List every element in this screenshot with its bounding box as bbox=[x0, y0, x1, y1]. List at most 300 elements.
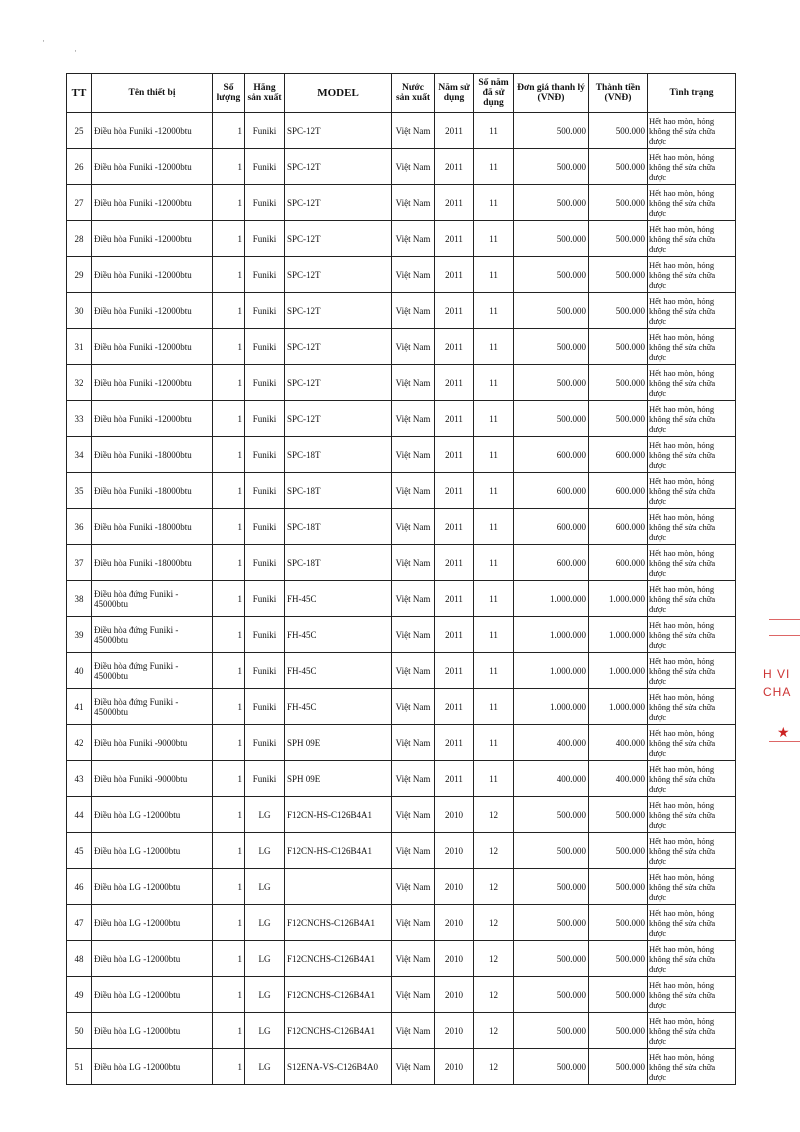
cell-manufacturer: Funiki bbox=[245, 725, 285, 761]
table-row bbox=[67, 185, 736, 221]
cell-years-used: 12 bbox=[474, 797, 514, 833]
cell-manufacturer: Funiki bbox=[245, 257, 285, 293]
table-row bbox=[67, 689, 736, 725]
cell-years-used: 11 bbox=[474, 293, 514, 329]
stamp-line bbox=[769, 619, 800, 620]
cell-amount: 1.000.000 bbox=[589, 581, 648, 617]
cell-unit-price: 600.000 bbox=[514, 509, 589, 545]
cell-quantity: 1 bbox=[213, 1049, 245, 1085]
table-row bbox=[67, 545, 736, 581]
cell-quantity: 1 bbox=[213, 833, 245, 869]
cell-device-name: Điều hòa Funiki -12000btu bbox=[92, 293, 213, 329]
cell-amount: 600.000 bbox=[589, 509, 648, 545]
table-row bbox=[67, 725, 736, 761]
cell-status: Hết hao mòn, hỏng không thể sửa chữa được bbox=[648, 185, 736, 221]
table-row bbox=[67, 365, 736, 401]
cell-device-name: Điều hòa LG -12000btu bbox=[92, 905, 213, 941]
cell-country: Việt Nam bbox=[392, 977, 435, 1013]
cell-quantity: 1 bbox=[213, 797, 245, 833]
cell-amount: 500.000 bbox=[589, 797, 648, 833]
cell-unit-price: 1.000.000 bbox=[514, 689, 589, 725]
cell-device-name: Điều hòa Funiki -12000btu bbox=[92, 257, 213, 293]
cell-country: Việt Nam bbox=[392, 473, 435, 509]
cell-manufacturer: LG bbox=[245, 1013, 285, 1049]
cell-quantity: 1 bbox=[213, 869, 245, 905]
cell-manufacturer: Funiki bbox=[245, 761, 285, 797]
cell-years-used: 11 bbox=[474, 545, 514, 581]
cell-year: 2011 bbox=[435, 617, 474, 653]
table-row bbox=[67, 329, 736, 365]
col-header-qty: Số lượng bbox=[213, 74, 245, 113]
cell-unit-price: 500.000 bbox=[514, 797, 589, 833]
cell-quantity: 1 bbox=[213, 221, 245, 257]
cell-tt: 34 bbox=[67, 437, 92, 473]
cell-year: 2011 bbox=[435, 509, 474, 545]
cell-status: Hết hao mòn, hỏng không thể sửa chữa được bbox=[648, 689, 736, 725]
cell-unit-price: 500.000 bbox=[514, 329, 589, 365]
cell-tt: 27 bbox=[67, 185, 92, 221]
cell-country: Việt Nam bbox=[392, 689, 435, 725]
cell-device-name: Điều hòa Funiki -9000btu bbox=[92, 725, 213, 761]
cell-year: 2011 bbox=[435, 689, 474, 725]
table-row bbox=[67, 401, 736, 437]
cell-amount: 1.000.000 bbox=[589, 689, 648, 725]
cell-device-name: Điều hòa Funiki -18000btu bbox=[92, 545, 213, 581]
table-body bbox=[67, 113, 736, 1085]
cell-unit-price: 500.000 bbox=[514, 941, 589, 977]
table-row bbox=[67, 1013, 736, 1049]
cell-year: 2010 bbox=[435, 941, 474, 977]
cell-device-name: Điều hòa LG -12000btu bbox=[92, 1049, 213, 1085]
cell-amount: 500.000 bbox=[589, 977, 648, 1013]
cell-tt: 33 bbox=[67, 401, 92, 437]
cell-model: SPC-12T bbox=[285, 329, 392, 365]
cell-model: SPC-12T bbox=[285, 149, 392, 185]
table-row bbox=[67, 905, 736, 941]
cell-model: SPC-12T bbox=[285, 365, 392, 401]
cell-country: Việt Nam bbox=[392, 509, 435, 545]
cell-amount: 1.000.000 bbox=[589, 653, 648, 689]
cell-country: Việt Nam bbox=[392, 257, 435, 293]
cell-device-name: Điều hòa Funiki -12000btu bbox=[92, 329, 213, 365]
cell-manufacturer: Funiki bbox=[245, 581, 285, 617]
cell-country: Việt Nam bbox=[392, 941, 435, 977]
cell-years-used: 11 bbox=[474, 473, 514, 509]
cell-country: Việt Nam bbox=[392, 1049, 435, 1085]
cell-years-used: 12 bbox=[474, 977, 514, 1013]
cell-tt: 51 bbox=[67, 1049, 92, 1085]
cell-device-name: Điều hòa LG -12000btu bbox=[92, 833, 213, 869]
cell-year: 2011 bbox=[435, 365, 474, 401]
cell-quantity: 1 bbox=[213, 149, 245, 185]
cell-years-used: 12 bbox=[474, 941, 514, 977]
cell-status: Hết hao mòn, hỏng không thể sửa chữa được bbox=[648, 617, 736, 653]
col-header-unit-price: Đơn giá thanh lý (VNĐ) bbox=[514, 74, 589, 113]
cell-tt: 32 bbox=[67, 365, 92, 401]
col-header-years-used: Số năm đã sử dụng bbox=[474, 74, 514, 113]
cell-year: 2011 bbox=[435, 761, 474, 797]
cell-tt: 35 bbox=[67, 473, 92, 509]
cell-country: Việt Nam bbox=[392, 149, 435, 185]
cell-country: Việt Nam bbox=[392, 365, 435, 401]
cell-manufacturer: Funiki bbox=[245, 653, 285, 689]
table-header-row bbox=[67, 74, 736, 113]
cell-year: 2011 bbox=[435, 257, 474, 293]
cell-unit-price: 400.000 bbox=[514, 725, 589, 761]
cell-quantity: 1 bbox=[213, 185, 245, 221]
cell-years-used: 11 bbox=[474, 617, 514, 653]
cell-tt: 42 bbox=[67, 725, 92, 761]
cell-unit-price: 600.000 bbox=[514, 545, 589, 581]
cell-manufacturer: Funiki bbox=[245, 509, 285, 545]
cell-model bbox=[285, 869, 392, 905]
col-header-status: Tình trạng bbox=[648, 74, 736, 113]
cell-country: Việt Nam bbox=[392, 329, 435, 365]
cell-country: Việt Nam bbox=[392, 869, 435, 905]
cell-status: Hết hao mòn, hỏng không thể sửa chữa được bbox=[648, 653, 736, 689]
cell-device-name: Điều hòa Funiki -12000btu bbox=[92, 113, 213, 149]
cell-model: F12CNCHS-C126B4A1 bbox=[285, 1013, 392, 1049]
col-header-maker: Hãng sản xuất bbox=[245, 74, 285, 113]
cell-model: SPC-12T bbox=[285, 185, 392, 221]
cell-model: F12CN-HS-C126B4A1 bbox=[285, 797, 392, 833]
cell-manufacturer: LG bbox=[245, 941, 285, 977]
cell-tt: 47 bbox=[67, 905, 92, 941]
cell-status: Hết hao mòn, hỏng không thể sửa chữa được bbox=[648, 869, 736, 905]
cell-unit-price: 600.000 bbox=[514, 437, 589, 473]
cell-status: Hết hao mòn, hỏng không thể sửa chữa được bbox=[648, 725, 736, 761]
cell-unit-price: 1.000.000 bbox=[514, 653, 589, 689]
cell-tt: 39 bbox=[67, 617, 92, 653]
cell-year: 2011 bbox=[435, 113, 474, 149]
cell-years-used: 11 bbox=[474, 365, 514, 401]
stamp-line bbox=[769, 635, 800, 636]
cell-status: Hết hao mòn, hỏng không thể sửa chữa được bbox=[648, 437, 736, 473]
stamp-line bbox=[769, 741, 800, 742]
cell-years-used: 11 bbox=[474, 761, 514, 797]
cell-quantity: 1 bbox=[213, 977, 245, 1013]
cell-device-name: Điều hòa Funiki -12000btu bbox=[92, 149, 213, 185]
cell-amount: 400.000 bbox=[589, 761, 648, 797]
cell-years-used: 12 bbox=[474, 869, 514, 905]
cell-device-name: Điều hòa LG -12000btu bbox=[92, 977, 213, 1013]
cell-unit-price: 500.000 bbox=[514, 905, 589, 941]
table-row bbox=[67, 437, 736, 473]
table-row bbox=[67, 1049, 736, 1085]
col-header-model: MODEL bbox=[285, 74, 392, 113]
stamp-star-icon: ★ bbox=[777, 726, 790, 741]
cell-year: 2010 bbox=[435, 869, 474, 905]
cell-quantity: 1 bbox=[213, 113, 245, 149]
cell-quantity: 1 bbox=[213, 437, 245, 473]
cell-tt: 37 bbox=[67, 545, 92, 581]
cell-year: 2010 bbox=[435, 905, 474, 941]
cell-model: SPC-12T bbox=[285, 221, 392, 257]
cell-amount: 500.000 bbox=[589, 365, 648, 401]
cell-tt: 29 bbox=[67, 257, 92, 293]
cell-quantity: 1 bbox=[213, 509, 245, 545]
cell-quantity: 1 bbox=[213, 401, 245, 437]
stamp-text: CHA bbox=[763, 685, 792, 699]
cell-quantity: 1 bbox=[213, 581, 245, 617]
table-row bbox=[67, 113, 736, 149]
cell-country: Việt Nam bbox=[392, 905, 435, 941]
cell-amount: 500.000 bbox=[589, 185, 648, 221]
cell-country: Việt Nam bbox=[392, 221, 435, 257]
cell-status: Hết hao mòn, hỏng không thể sửa chữa được bbox=[648, 113, 736, 149]
cell-year: 2011 bbox=[435, 221, 474, 257]
cell-country: Việt Nam bbox=[392, 725, 435, 761]
cell-years-used: 11 bbox=[474, 257, 514, 293]
cell-manufacturer: Funiki bbox=[245, 185, 285, 221]
cell-amount: 500.000 bbox=[589, 1049, 648, 1085]
cell-amount: 500.000 bbox=[589, 329, 648, 365]
cell-quantity: 1 bbox=[213, 617, 245, 653]
cell-manufacturer: LG bbox=[245, 905, 285, 941]
cell-manufacturer: Funiki bbox=[245, 365, 285, 401]
cell-tt: 31 bbox=[67, 329, 92, 365]
cell-amount: 600.000 bbox=[589, 473, 648, 509]
cell-tt: 38 bbox=[67, 581, 92, 617]
table-row bbox=[67, 293, 736, 329]
cell-year: 2011 bbox=[435, 329, 474, 365]
cell-tt: 36 bbox=[67, 509, 92, 545]
cell-quantity: 1 bbox=[213, 689, 245, 725]
cell-model: FH-45C bbox=[285, 617, 392, 653]
cell-years-used: 12 bbox=[474, 905, 514, 941]
cell-status: Hết hao mòn, hỏng không thể sửa chữa được bbox=[648, 401, 736, 437]
cell-years-used: 11 bbox=[474, 653, 514, 689]
cell-tt: 49 bbox=[67, 977, 92, 1013]
cell-quantity: 1 bbox=[213, 761, 245, 797]
cell-model: F12CNCHS-C126B4A1 bbox=[285, 977, 392, 1013]
cell-amount: 500.000 bbox=[589, 941, 648, 977]
cell-status: Hết hao mòn, hỏng không thể sửa chữa được bbox=[648, 905, 736, 941]
cell-manufacturer: Funiki bbox=[245, 401, 285, 437]
cell-country: Việt Nam bbox=[392, 401, 435, 437]
cell-device-name: Điều hòa Funiki -12000btu bbox=[92, 221, 213, 257]
cell-unit-price: 500.000 bbox=[514, 401, 589, 437]
table-row bbox=[67, 149, 736, 185]
cell-device-name: Điều hòa đứng Funiki - 45000btu bbox=[92, 689, 213, 725]
cell-manufacturer: Funiki bbox=[245, 437, 285, 473]
cell-amount: 500.000 bbox=[589, 113, 648, 149]
cell-unit-price: 500.000 bbox=[514, 293, 589, 329]
cell-device-name: Điều hòa LG -12000btu bbox=[92, 941, 213, 977]
cell-unit-price: 500.000 bbox=[514, 113, 589, 149]
cell-manufacturer: LG bbox=[245, 833, 285, 869]
cell-tt: 44 bbox=[67, 797, 92, 833]
table-row bbox=[67, 977, 736, 1013]
cell-unit-price: 500.000 bbox=[514, 221, 589, 257]
cell-quantity: 1 bbox=[213, 653, 245, 689]
cell-model: SPC-18T bbox=[285, 437, 392, 473]
cell-amount: 500.000 bbox=[589, 257, 648, 293]
cell-tt: 41 bbox=[67, 689, 92, 725]
cell-unit-price: 1.000.000 bbox=[514, 581, 589, 617]
table-row bbox=[67, 833, 736, 869]
table-row bbox=[67, 797, 736, 833]
cell-year: 2011 bbox=[435, 653, 474, 689]
cell-status: Hết hao mòn, hỏng không thể sửa chữa được bbox=[648, 581, 736, 617]
table-row bbox=[67, 869, 736, 905]
cell-years-used: 11 bbox=[474, 149, 514, 185]
cell-status: Hết hao mòn, hỏng không thể sửa chữa được bbox=[648, 149, 736, 185]
cell-tt: 48 bbox=[67, 941, 92, 977]
cell-manufacturer: Funiki bbox=[245, 617, 285, 653]
cell-quantity: 1 bbox=[213, 365, 245, 401]
cell-year: 2011 bbox=[435, 545, 474, 581]
cell-year: 2010 bbox=[435, 797, 474, 833]
col-header-country: Nước sản xuất bbox=[392, 74, 435, 113]
cell-status: Hết hao mòn, hỏng không thể sửa chữa được bbox=[648, 977, 736, 1013]
cell-country: Việt Nam bbox=[392, 293, 435, 329]
cell-tt: 30 bbox=[67, 293, 92, 329]
table-row bbox=[67, 509, 736, 545]
cell-unit-price: 400.000 bbox=[514, 761, 589, 797]
cell-quantity: 1 bbox=[213, 905, 245, 941]
cell-model: FH-45C bbox=[285, 653, 392, 689]
cell-years-used: 11 bbox=[474, 329, 514, 365]
cell-unit-price: 500.000 bbox=[514, 1013, 589, 1049]
col-header-amount: Thành tiền (VNĐ) bbox=[589, 74, 648, 113]
cell-status: Hết hao mòn, hỏng không thể sửa chữa được bbox=[648, 545, 736, 581]
cell-status: Hết hao mòn, hỏng không thể sửa chữa được bbox=[648, 509, 736, 545]
cell-model: S12ENA-VS-C126B4A0 bbox=[285, 1049, 392, 1085]
cell-year: 2010 bbox=[435, 977, 474, 1013]
cell-model: F12CNCHS-C126B4A1 bbox=[285, 941, 392, 977]
cell-country: Việt Nam bbox=[392, 797, 435, 833]
cell-unit-price: 500.000 bbox=[514, 1049, 589, 1085]
cell-unit-price: 500.000 bbox=[514, 977, 589, 1013]
cell-manufacturer: Funiki bbox=[245, 689, 285, 725]
scan-dot: · bbox=[74, 46, 77, 56]
cell-model: SPC-12T bbox=[285, 293, 392, 329]
cell-amount: 600.000 bbox=[589, 437, 648, 473]
cell-model: SPC-12T bbox=[285, 257, 392, 293]
cell-country: Việt Nam bbox=[392, 653, 435, 689]
cell-device-name: Điều hòa Funiki -18000btu bbox=[92, 473, 213, 509]
cell-status: Hết hao mòn, hỏng không thể sửa chữa được bbox=[648, 1013, 736, 1049]
cell-year: 2010 bbox=[435, 1049, 474, 1085]
cell-year: 2010 bbox=[435, 833, 474, 869]
cell-model: SPC-18T bbox=[285, 473, 392, 509]
cell-quantity: 1 bbox=[213, 293, 245, 329]
cell-years-used: 11 bbox=[474, 581, 514, 617]
cell-years-used: 11 bbox=[474, 725, 514, 761]
cell-country: Việt Nam bbox=[392, 833, 435, 869]
cell-amount: 500.000 bbox=[589, 149, 648, 185]
cell-years-used: 12 bbox=[474, 1013, 514, 1049]
cell-year: 2011 bbox=[435, 473, 474, 509]
cell-amount: 500.000 bbox=[589, 401, 648, 437]
cell-manufacturer: Funiki bbox=[245, 545, 285, 581]
table-row bbox=[67, 941, 736, 977]
table-row bbox=[67, 761, 736, 797]
cell-device-name: Điều hòa đứng Funiki - 45000btu bbox=[92, 581, 213, 617]
asset-liquidation-table bbox=[66, 73, 736, 1085]
cell-status: Hết hao mòn, hỏng không thể sửa chữa được bbox=[648, 941, 736, 977]
cell-unit-price: 1.000.000 bbox=[514, 617, 589, 653]
cell-unit-price: 500.000 bbox=[514, 257, 589, 293]
cell-manufacturer: Funiki bbox=[245, 329, 285, 365]
cell-amount: 1.000.000 bbox=[589, 617, 648, 653]
cell-device-name: Điều hòa LG -12000btu bbox=[92, 869, 213, 905]
cell-device-name: Điều hòa Funiki -9000btu bbox=[92, 761, 213, 797]
cell-device-name: Điều hòa đứng Funiki - 45000btu bbox=[92, 617, 213, 653]
cell-quantity: 1 bbox=[213, 725, 245, 761]
cell-device-name: Điều hòa LG -12000btu bbox=[92, 1013, 213, 1049]
cell-device-name: Điều hòa LG -12000btu bbox=[92, 797, 213, 833]
cell-country: Việt Nam bbox=[392, 113, 435, 149]
cell-device-name: Điều hòa Funiki -18000btu bbox=[92, 437, 213, 473]
table-row bbox=[67, 221, 736, 257]
cell-status: Hết hao mòn, hỏng không thể sửa chữa được bbox=[648, 473, 736, 509]
col-header-name: Tên thiết bị bbox=[92, 74, 213, 113]
cell-status: Hết hao mòn, hỏng không thể sửa chữa được bbox=[648, 833, 736, 869]
cell-model: SPC-12T bbox=[285, 113, 392, 149]
cell-model: SPH 09E bbox=[285, 725, 392, 761]
cell-manufacturer: Funiki bbox=[245, 473, 285, 509]
cell-status: Hết hao mòn, hỏng không thể sửa chữa được bbox=[648, 257, 736, 293]
cell-status: Hết hao mòn, hỏng không thể sửa chữa được bbox=[648, 761, 736, 797]
cell-device-name: Điều hòa Funiki -12000btu bbox=[92, 185, 213, 221]
cell-years-used: 11 bbox=[474, 113, 514, 149]
cell-year: 2011 bbox=[435, 437, 474, 473]
cell-unit-price: 500.000 bbox=[514, 149, 589, 185]
cell-device-name: Điều hòa Funiki -12000btu bbox=[92, 401, 213, 437]
cell-quantity: 1 bbox=[213, 473, 245, 509]
cell-tt: 45 bbox=[67, 833, 92, 869]
cell-quantity: 1 bbox=[213, 329, 245, 365]
cell-model: SPC-18T bbox=[285, 545, 392, 581]
cell-status: Hết hao mòn, hỏng không thể sửa chữa được bbox=[648, 221, 736, 257]
cell-unit-price: 500.000 bbox=[514, 869, 589, 905]
cell-country: Việt Nam bbox=[392, 185, 435, 221]
cell-manufacturer: LG bbox=[245, 869, 285, 905]
cell-status: Hết hao mòn, hỏng không thể sửa chữa được bbox=[648, 293, 736, 329]
col-header-year: Năm sử dụng bbox=[435, 74, 474, 113]
official-stamp bbox=[757, 605, 800, 755]
cell-country: Việt Nam bbox=[392, 581, 435, 617]
cell-status: Hết hao mòn, hỏng không thể sửa chữa được bbox=[648, 797, 736, 833]
cell-quantity: 1 bbox=[213, 257, 245, 293]
cell-year: 2011 bbox=[435, 149, 474, 185]
cell-unit-price: 500.000 bbox=[514, 365, 589, 401]
table-row bbox=[67, 653, 736, 689]
col-header-tt: TT bbox=[67, 74, 92, 113]
cell-country: Việt Nam bbox=[392, 437, 435, 473]
stamp-text: H VI bbox=[763, 667, 791, 681]
cell-years-used: 12 bbox=[474, 1049, 514, 1085]
cell-manufacturer: Funiki bbox=[245, 149, 285, 185]
cell-quantity: 1 bbox=[213, 1013, 245, 1049]
table-row bbox=[67, 257, 736, 293]
cell-model: SPC-12T bbox=[285, 401, 392, 437]
cell-tt: 25 bbox=[67, 113, 92, 149]
cell-amount: 500.000 bbox=[589, 869, 648, 905]
cell-year: 2011 bbox=[435, 293, 474, 329]
cell-status: Hết hao mòn, hỏng không thể sửa chữa được bbox=[648, 1049, 736, 1085]
cell-tt: 50 bbox=[67, 1013, 92, 1049]
cell-tt: 28 bbox=[67, 221, 92, 257]
cell-manufacturer: LG bbox=[245, 797, 285, 833]
cell-model: F12CNCHS-C126B4A1 bbox=[285, 905, 392, 941]
cell-country: Việt Nam bbox=[392, 1013, 435, 1049]
cell-years-used: 11 bbox=[474, 221, 514, 257]
cell-manufacturer: Funiki bbox=[245, 293, 285, 329]
cell-device-name: Điều hòa Funiki -18000btu bbox=[92, 509, 213, 545]
